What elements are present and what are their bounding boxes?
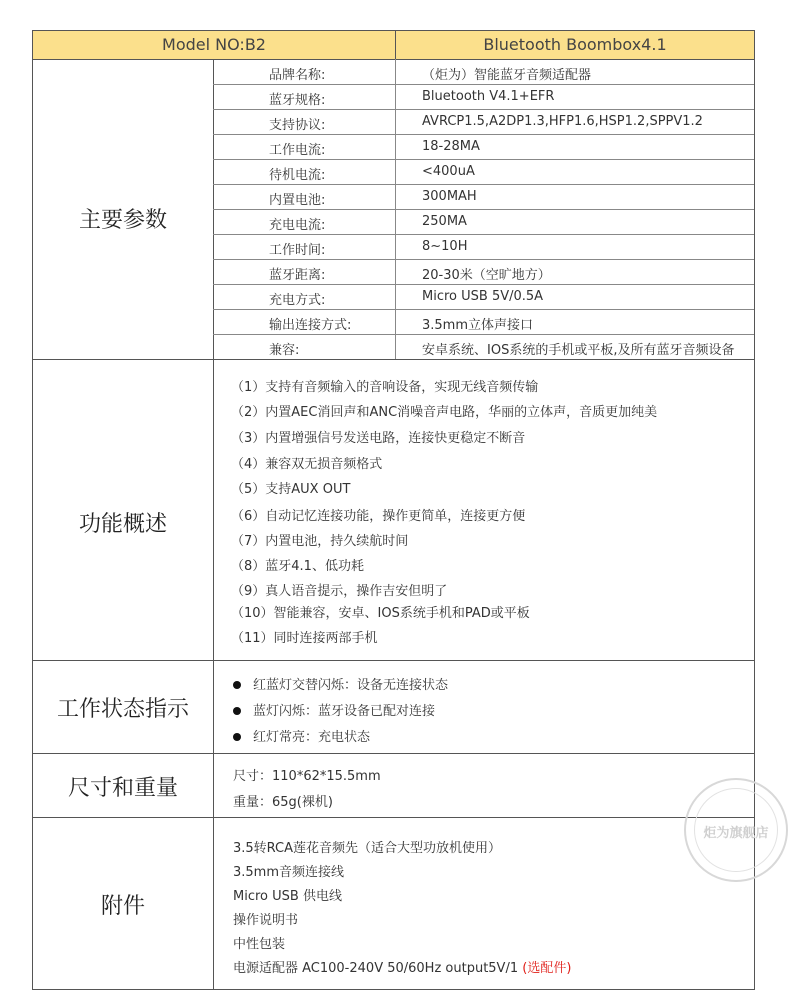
header-divider — [395, 31, 396, 59]
header-bottom-border — [33, 59, 754, 60]
param-label: 兼容: — [269, 343, 300, 358]
feature-item: （10）智能兼容，安卓、IOS系统手机和PAD或平板 — [231, 606, 530, 621]
params-row-line — [213, 84, 754, 85]
param-label: 待机电流: — [269, 168, 326, 183]
params-row-line — [213, 334, 754, 335]
feature-item: （5）支持AUX OUT — [231, 482, 351, 497]
param-label: 工作电流: — [269, 143, 326, 158]
adapter-text: 电源适配器 AC100-240V 50/60Hz output5V/1 — [233, 961, 519, 976]
status-item — [233, 674, 448, 693]
bullet-icon — [233, 733, 241, 741]
param-value: 300MAH — [422, 189, 477, 204]
param-value: 安卓系统、IOS系统的手机或平板,及所有蓝牙音频设备 — [422, 343, 735, 358]
feature-item: （8）蓝牙4.1、低功耗 — [231, 559, 364, 574]
param-label: 输出连接方式: — [269, 318, 352, 333]
param-label: 品牌名称: — [269, 68, 326, 83]
param-label: 蓝牙规格: — [269, 93, 326, 108]
bullet-icon — [233, 707, 241, 715]
features-title: 功能概述 — [78, 512, 167, 537]
param-value: 8~10H — [422, 239, 468, 254]
model-number: Model NO:B2 — [162, 35, 266, 54]
param-label: 充电电流: — [269, 218, 326, 233]
feature-item: （7）内置电池，持久续航时间 — [231, 534, 409, 549]
status-text: 蓝灯闪烁：蓝牙设备已配对连接 — [253, 704, 436, 719]
param-value: <400uA — [422, 164, 475, 179]
param-label: 蓝牙距离: — [269, 268, 326, 283]
status-bottom-border — [33, 753, 754, 754]
dimensions-text: 尺寸：110*62*15.5mm — [233, 769, 381, 784]
accessory-item: 中性包装 — [233, 937, 286, 952]
param-value: Micro USB 5V/0.5A — [422, 289, 544, 304]
params-title: 主要参数 — [78, 208, 167, 233]
status-item — [233, 726, 370, 745]
feature-item: （2）内置AEC消回声和ANC消噪音声电路，华丽的立体声，音质更加纯美 — [231, 405, 658, 420]
params-row-line — [213, 234, 754, 235]
watermark-text: 炬为旗舰店 — [703, 826, 769, 841]
param-value: 250MA — [422, 214, 467, 229]
param-value: 3.5mm立体声接口 — [422, 318, 534, 333]
size-title: 尺寸和重量 — [67, 776, 178, 801]
params-row-line — [213, 109, 754, 110]
spec-sheet — [32, 30, 755, 990]
header-row — [33, 31, 754, 59]
accessory-item: Micro USB 供电线 — [233, 889, 342, 904]
accessory-item: 操作说明书 — [233, 913, 299, 928]
accessories-title: 附件 — [100, 894, 145, 919]
feature-item: （3）内置增强信号发送电路，连接快更稳定不断音 — [231, 431, 526, 446]
param-value: 18-28MA — [422, 139, 480, 154]
feature-item: （1）支持有音频输入的音响设备，实现无线音频传输 — [231, 380, 539, 395]
status-text: 红蓝灯交替闪烁：设备无连接状态 — [253, 678, 449, 693]
status-text: 红灯常亮：充电状态 — [253, 730, 371, 745]
param-value: （炬为）智能蓝牙音频适配器 — [422, 68, 592, 83]
optional-note: (选配件) — [522, 961, 572, 976]
accessory-item: 3.5转RCA莲花音频先（适合大型功放机使用） — [233, 841, 502, 856]
params-row-line — [213, 159, 754, 160]
param-label: 充电方式: — [269, 293, 326, 308]
accessory-adapter — [233, 957, 571, 976]
param-label: 内置电池: — [269, 193, 326, 208]
store-watermark — [684, 778, 788, 882]
status-title: 工作状态指示 — [56, 697, 189, 722]
product-name: Bluetooth Boombox4.1 — [483, 35, 667, 54]
size-bottom-border — [33, 817, 754, 818]
feature-item: （4）兼容双无损音频格式 — [231, 457, 383, 472]
param-value: 20-30米（空旷地方） — [422, 268, 551, 283]
feature-item: （11）同时连接两部手机 — [231, 631, 378, 646]
feature-item: （9）真人语音提示，操作吉安但明了 — [231, 584, 448, 599]
params-row-line — [213, 184, 754, 185]
param-label: 工作时间: — [269, 243, 326, 258]
param-value: AVRCP1.5,A2DP1.3,HFP1.6,HSP1.2,SPPV1.2 — [422, 114, 703, 129]
accessory-item: 3.5mm音频连接线 — [233, 865, 345, 880]
param-label: 支持协议: — [269, 118, 326, 133]
bullet-icon — [233, 681, 241, 689]
params-bottom-border — [33, 359, 754, 360]
status-item — [233, 700, 435, 719]
feature-item: （6）自动记忆连接功能，操作更简单，连接更方便 — [231, 509, 526, 524]
title-column-divider — [213, 59, 214, 989]
params-row-line — [213, 259, 754, 260]
params-row-line — [213, 209, 754, 210]
params-row-line — [213, 134, 754, 135]
param-value: Bluetooth V4.1+EFR — [422, 89, 555, 104]
params-row-line — [213, 309, 754, 310]
features-bottom-border — [33, 660, 754, 661]
params-row-line — [213, 284, 754, 285]
weight-text: 重量：65g(裸机) — [233, 795, 333, 810]
